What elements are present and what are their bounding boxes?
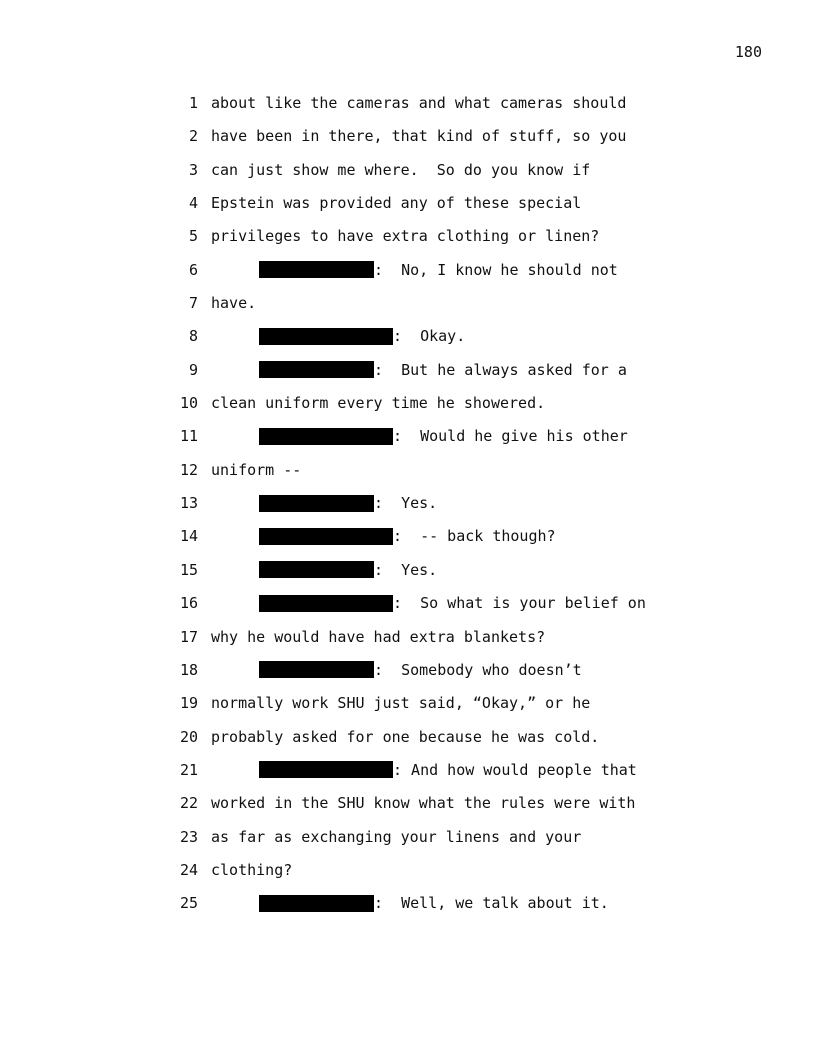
line-number: 16 [179,594,198,613]
line-content [211,294,256,312]
line-text: probably asked for one because he was cold. [211,727,600,746]
speaker-statement-text: : Yes. [374,494,438,513]
transcript-line [0,761,816,794]
line-text: can just show me where. So do you know if [211,160,591,179]
speaker-statement-text: : So what is your belief on [393,594,646,613]
line-number: 1 [188,94,198,112]
transcript-line [0,728,816,761]
line-number: 21 [179,760,198,779]
line-content [211,394,545,412]
line-number: 9 [188,360,198,379]
line-text: Epstein was provided any of these special [211,194,582,213]
line-number: 2 [188,127,198,146]
speaker-redaction-box [259,528,393,545]
line-content [211,427,628,445]
line-content [211,527,556,545]
speaker-redaction-box [259,661,374,678]
transcript-line [0,161,816,194]
line-text: as far as exchanging your linens and your [211,827,582,846]
line-content [211,127,626,145]
line-number: 19 [179,694,198,713]
line-content [211,861,292,879]
line-number: 3 [188,160,198,179]
transcript-line [0,461,816,494]
transcript-body [0,94,816,928]
line-content [211,728,599,746]
transcript-line [0,561,816,594]
line-number: 24 [179,860,198,879]
page-number: 180 [734,43,762,61]
line-number: 15 [179,560,198,579]
line-text: have. [211,294,257,313]
transcript-line [0,828,816,861]
line-number: 8 [188,327,198,346]
line-content [211,227,599,245]
line-number: 17 [179,627,198,646]
line-number: 14 [179,527,198,546]
line-content [211,161,590,179]
line-content [211,628,545,646]
speaker-statement-text: : Well, we talk about it. [374,894,609,913]
speaker-redaction-box [259,328,393,345]
line-content [211,461,301,479]
line-text: have been in there, that kind of stuff, so you [211,127,627,146]
line-number: 11 [179,427,198,446]
transcript-line [0,661,816,694]
line-text: clean uniform every time he showered. [211,394,546,413]
line-content [211,594,646,612]
line-content [211,561,437,579]
transcript-line [0,127,816,160]
line-content [211,894,609,912]
transcript-line [0,527,816,560]
speaker-statement-text: : And how would people that [393,760,637,779]
line-content [211,794,635,812]
line-text: why he would have had extra blankets? [211,627,546,646]
speaker-redaction-box [259,895,374,912]
line-number: 12 [179,460,198,479]
transcript-line [0,628,816,661]
line-number: 25 [179,894,198,913]
transcript-line [0,261,816,294]
transcript-line [0,194,816,227]
speaker-statement-text: : Would he give his other [393,427,628,446]
line-content [211,194,581,212]
speaker-statement-text: : But he always asked for a [374,360,627,379]
line-number: 6 [188,260,198,279]
speaker-statement-text: : -- back though? [393,527,556,546]
transcript-line [0,694,816,727]
line-number: 4 [188,194,198,213]
speaker-statement-text: : Somebody who doesn’t [374,660,582,679]
line-text: normally work SHU just said, “Okay,” or he [211,694,591,713]
transcript-line [0,227,816,260]
line-number: 18 [179,660,198,679]
line-content [211,94,626,112]
speaker-statement-text: : No, I know he should not [374,260,618,279]
speaker-statement-text: : Okay. [393,327,466,346]
speaker-redaction-box [259,361,374,378]
line-content [211,661,582,679]
transcript-line [0,427,816,460]
line-number: 5 [188,227,198,246]
line-content [211,361,627,379]
line-text: about like the cameras and what cameras should [211,94,627,112]
line-number: 23 [179,827,198,846]
transcript-line [0,794,816,827]
speaker-redaction-box [259,261,374,278]
line-number: 20 [179,727,198,746]
line-text: clothing? [211,860,293,879]
transcript-line [0,327,816,360]
transcript-line [0,294,816,327]
line-content [211,694,590,712]
transcript-line [0,594,816,627]
line-number: 7 [188,294,198,313]
speaker-statement-text: : Yes. [374,560,438,579]
line-number: 22 [179,794,198,813]
line-text: worked in the SHU know what the rules were with [211,794,636,813]
transcript-line [0,494,816,527]
transcript-line [0,94,816,127]
line-content [211,828,581,846]
speaker-redaction-box [259,761,393,778]
transcript-line [0,394,816,427]
line-content [211,327,465,345]
line-text: uniform -- [211,460,302,479]
line-number: 10 [179,394,198,413]
speaker-redaction-box [259,428,393,445]
line-content [211,761,637,779]
transcript-line [0,361,816,394]
line-content [211,261,618,279]
line-number: 13 [179,494,198,513]
transcript-line [0,861,816,894]
speaker-redaction-box [259,595,393,612]
transcript-line [0,894,816,927]
line-text: privileges to have extra clothing or linen? [211,227,600,246]
speaker-redaction-box [259,495,374,512]
speaker-redaction-box [259,561,374,578]
line-content [211,494,437,512]
